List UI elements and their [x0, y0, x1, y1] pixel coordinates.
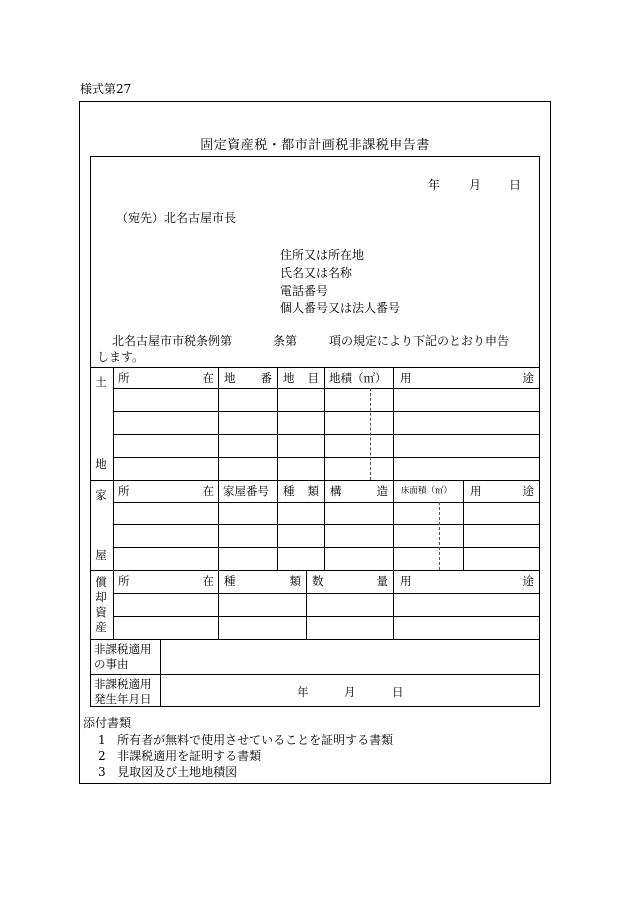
- rule: [218, 480, 219, 570]
- date-month: 月: [469, 178, 482, 192]
- rule: [218, 570, 219, 639]
- form-inner-frame: [90, 156, 540, 707]
- attachment-item: 1 所有者が無料で使用させていることを証明する書類: [98, 733, 394, 747]
- field-address: 住所又は所在地: [280, 248, 365, 262]
- rule: [90, 674, 540, 675]
- house-label-top: 家: [95, 488, 107, 502]
- occurrence-month: 月: [344, 685, 356, 699]
- rule: [113, 524, 540, 525]
- rule: [463, 480, 464, 570]
- declaration-part-1: 北名古屋市市税条例第: [112, 334, 233, 348]
- house-header-use: 用 途: [470, 484, 534, 498]
- form-title: 固定資産税・都市計画税非課税申告書: [200, 138, 430, 153]
- house-header-floor-area: 床面積（㎡）: [401, 486, 453, 496]
- rule: [439, 502, 440, 570]
- date-day: 日: [509, 178, 522, 192]
- declaration-part-3: 項の規定により下記のとおり申告: [329, 334, 510, 348]
- rule: [160, 639, 161, 707]
- depreciable-header-location: 所 在: [118, 574, 214, 588]
- date-year: 年: [428, 178, 441, 192]
- depreciable-header-quantity: 数 量: [312, 574, 388, 588]
- field-phone: 電話番号: [280, 284, 329, 298]
- rule: [393, 367, 394, 480]
- rule: [113, 616, 540, 617]
- rule: [324, 480, 325, 570]
- rule: [306, 570, 307, 639]
- rule: [370, 388, 371, 480]
- rule: [90, 639, 540, 640]
- depreciable-header-type: 種 類: [224, 574, 301, 588]
- declaration-line-2: します。: [97, 350, 145, 364]
- rule: [113, 367, 114, 639]
- reason-label: 非課税適用 の事由: [94, 642, 152, 671]
- rule: [324, 367, 325, 480]
- land-header-area: 地積（㎡）: [329, 371, 387, 385]
- rule: [113, 388, 540, 389]
- rule: [113, 502, 540, 503]
- land-label-top: 土: [95, 375, 107, 389]
- rule: [113, 457, 540, 458]
- land-header-location: 所 在: [118, 371, 214, 385]
- house-header-structure: 構 造: [330, 484, 388, 498]
- form-number: 様式第27: [80, 82, 132, 96]
- house-label-bottom: 屋: [95, 548, 107, 562]
- rule: [277, 480, 278, 570]
- field-name: 氏名又は名称: [280, 266, 353, 280]
- field-id-number: 個人番号又は法人番号: [280, 301, 401, 315]
- occurrence-day: 日: [392, 685, 404, 699]
- land-header-use: 用 途: [400, 371, 534, 385]
- rule: [113, 593, 540, 594]
- land-header-lot-number: 地 番: [224, 371, 272, 385]
- depreciable-header-use: 用 途: [400, 574, 534, 588]
- rule: [113, 411, 540, 412]
- land-header-category: 地 目: [283, 371, 319, 385]
- addressee: （宛先）北名古屋市長: [116, 211, 237, 225]
- occurrence-year: 年: [297, 685, 309, 699]
- land-label-bottom: 地: [95, 457, 107, 471]
- attachments-heading: 添付書類: [83, 716, 132, 730]
- house-header-type: 種 類: [283, 484, 319, 498]
- rule: [277, 367, 278, 480]
- occurrence-label: 非課税適用 発生年月日: [94, 677, 152, 706]
- rule: [393, 480, 394, 570]
- rule: [393, 570, 394, 639]
- attachment-item: 2 非課税適用を証明する書類: [98, 749, 262, 763]
- house-header-number: 家屋番号: [223, 484, 269, 498]
- house-header-location: 所 在: [118, 484, 214, 498]
- declaration-part-2: 条第: [273, 334, 298, 348]
- depreciable-label: 償 却 資 産: [95, 575, 107, 634]
- rule: [113, 547, 540, 548]
- rule: [113, 434, 540, 435]
- attachment-item: 3 見取図及び土地地積図: [98, 765, 238, 779]
- rule: [218, 367, 219, 480]
